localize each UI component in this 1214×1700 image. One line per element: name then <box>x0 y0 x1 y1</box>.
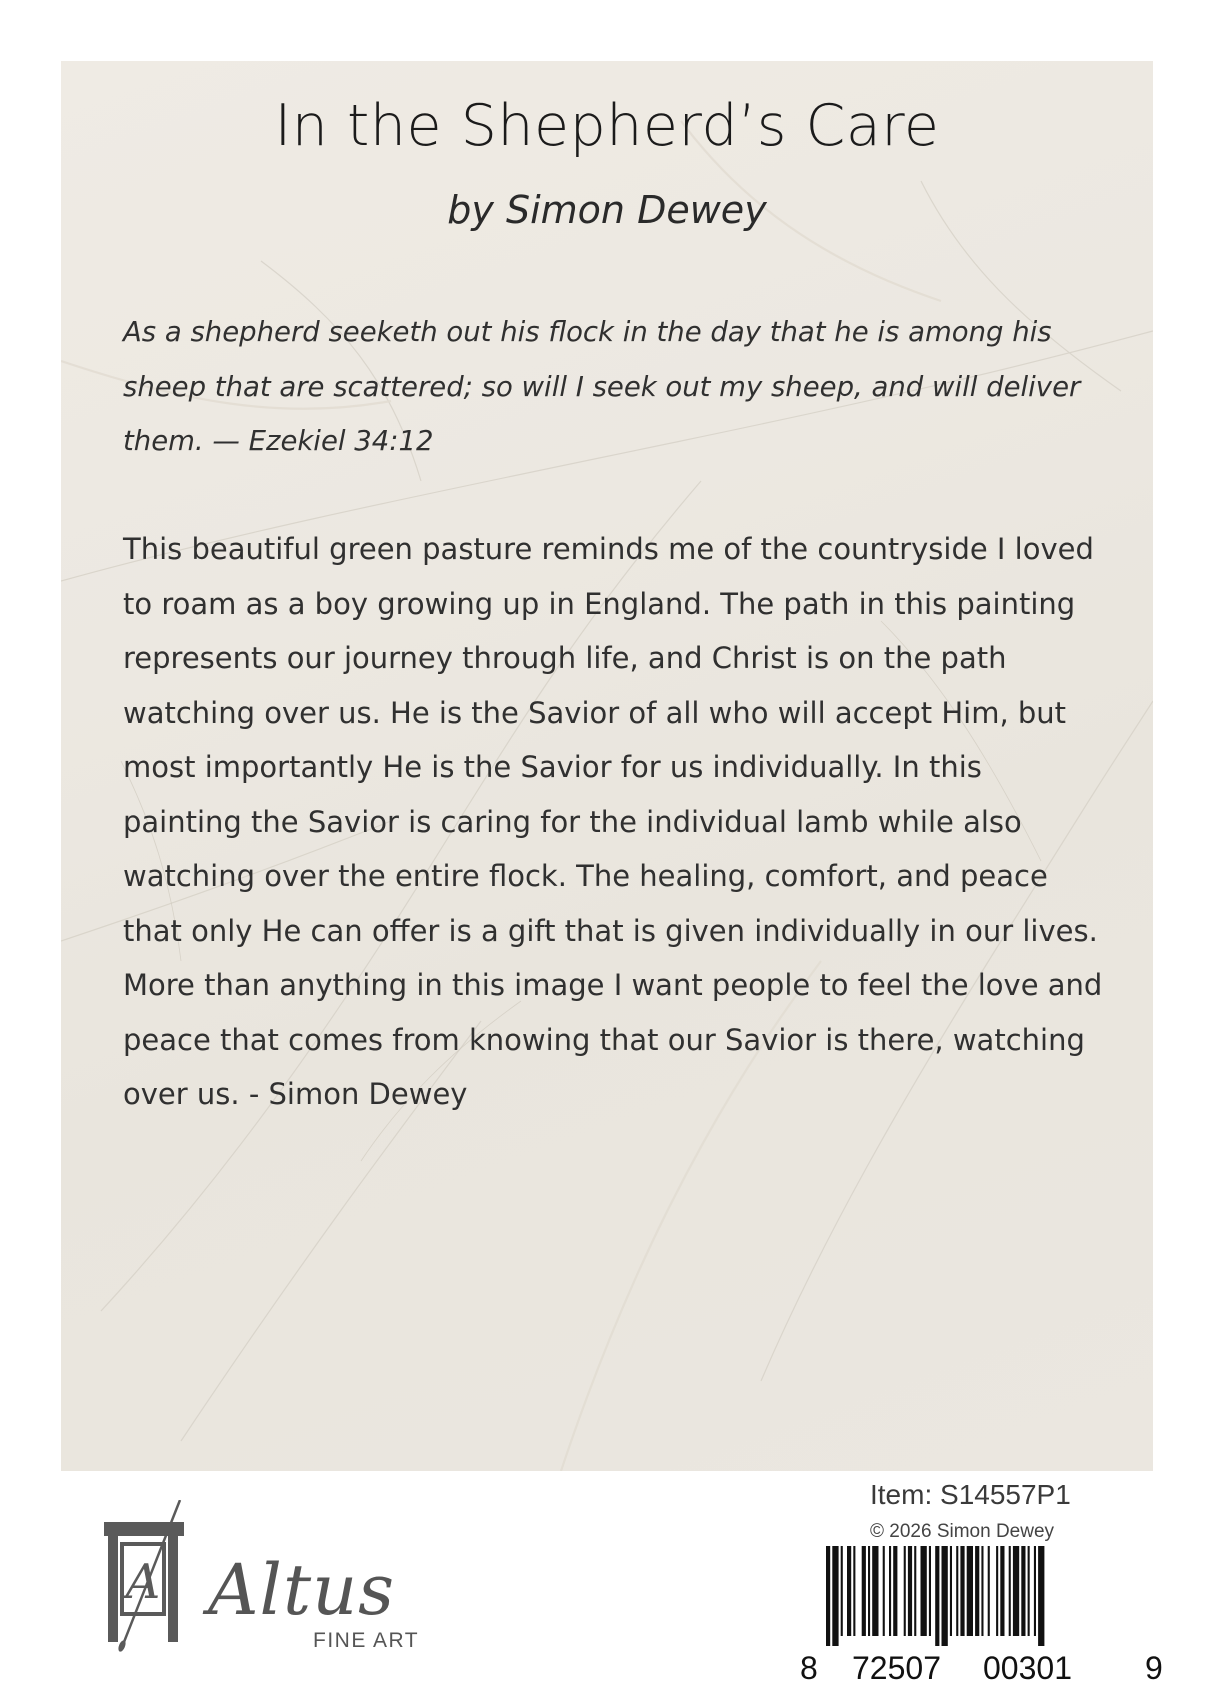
barcode-digits-right: 00301 <box>983 1650 1072 1686</box>
barcode-bar <box>1013 1546 1019 1636</box>
barcode-digits-left: 72507 <box>852 1650 941 1686</box>
page-title: In the Shepherd’s Care <box>274 93 940 159</box>
barcode-bar <box>893 1546 897 1636</box>
barcode-bar <box>841 1546 843 1636</box>
barcode-digit-check: 9 <box>1145 1650 1163 1686</box>
barcode-bar <box>988 1546 990 1636</box>
barcode-bar <box>950 1546 952 1636</box>
barcode-bar <box>1038 1546 1044 1646</box>
barcode-bar <box>1009 1546 1011 1636</box>
barcode-digit-lead: 8 <box>800 1650 818 1686</box>
barcode-bar <box>853 1546 855 1636</box>
barcode-bar <box>1034 1546 1036 1636</box>
logo-wordmark: Altus <box>208 1549 396 1631</box>
barcode-bar <box>862 1546 866 1636</box>
copyright-notice: © 2026 Simon Dewey <box>870 1521 1055 1542</box>
barcode-bar <box>942 1546 948 1646</box>
barcode-bar <box>826 1546 830 1646</box>
barcode-bar <box>921 1546 927 1636</box>
barcode-bar <box>908 1546 912 1636</box>
scripture-verse: As a shepherd seeketh out his flock in the day that he is among his sheep that are scattered; so will I seek out my sheep, and will deliver them. — Ezekiel 34:12 <box>123 316 1081 457</box>
barcode-bar <box>975 1546 979 1636</box>
logo-subtitle: FINE ART <box>313 1629 420 1652</box>
barcode-bar <box>904 1546 906 1636</box>
barcode-bar <box>847 1546 851 1636</box>
barcode-bar <box>996 1546 998 1636</box>
barcode-bar <box>832 1546 838 1646</box>
item-number: Item: S14557P1 <box>870 1479 1071 1510</box>
artist-statement: This beautiful green pasture reminds me of the countryside I loved to roam as a boy growing up in England. The path in this painting represents our journey through life, and Christ is on the path watching over us. He is the Savior of all who will accept Him, but most importantly He is the Savior for us individually. In this painting the Savior is caring for the individual lamb while also watching over the entire flock. The healing, comfort, and peace that only He can offer is a gift that is given individually in our lives. More than anything in this image I want people to feel the love and peace that comes from knowing that our Savior is there, watching over us. - Simon Dewey <box>123 532 1103 1111</box>
barcode-graphic <box>820 1546 1160 1646</box>
barcode-bar <box>967 1546 973 1636</box>
barcode-bar <box>872 1546 878 1636</box>
barcode-bar <box>883 1546 885 1636</box>
barcode-bar <box>935 1546 939 1646</box>
barcode-bar <box>889 1546 891 1636</box>
barcode-bar <box>1021 1546 1025 1636</box>
barcode-bar <box>1000 1546 1004 1636</box>
barcode-bar <box>1028 1546 1030 1636</box>
barcode-bar <box>929 1546 931 1636</box>
artist-byline: by Simon Dewey <box>447 188 767 232</box>
barcode-bar <box>960 1546 964 1636</box>
barcode-bar <box>914 1546 916 1636</box>
barcode-bar <box>981 1546 983 1636</box>
logo-canvas-letter: A <box>125 1554 161 1610</box>
barcode-bar <box>956 1546 958 1636</box>
barcode-bar <box>868 1546 870 1636</box>
